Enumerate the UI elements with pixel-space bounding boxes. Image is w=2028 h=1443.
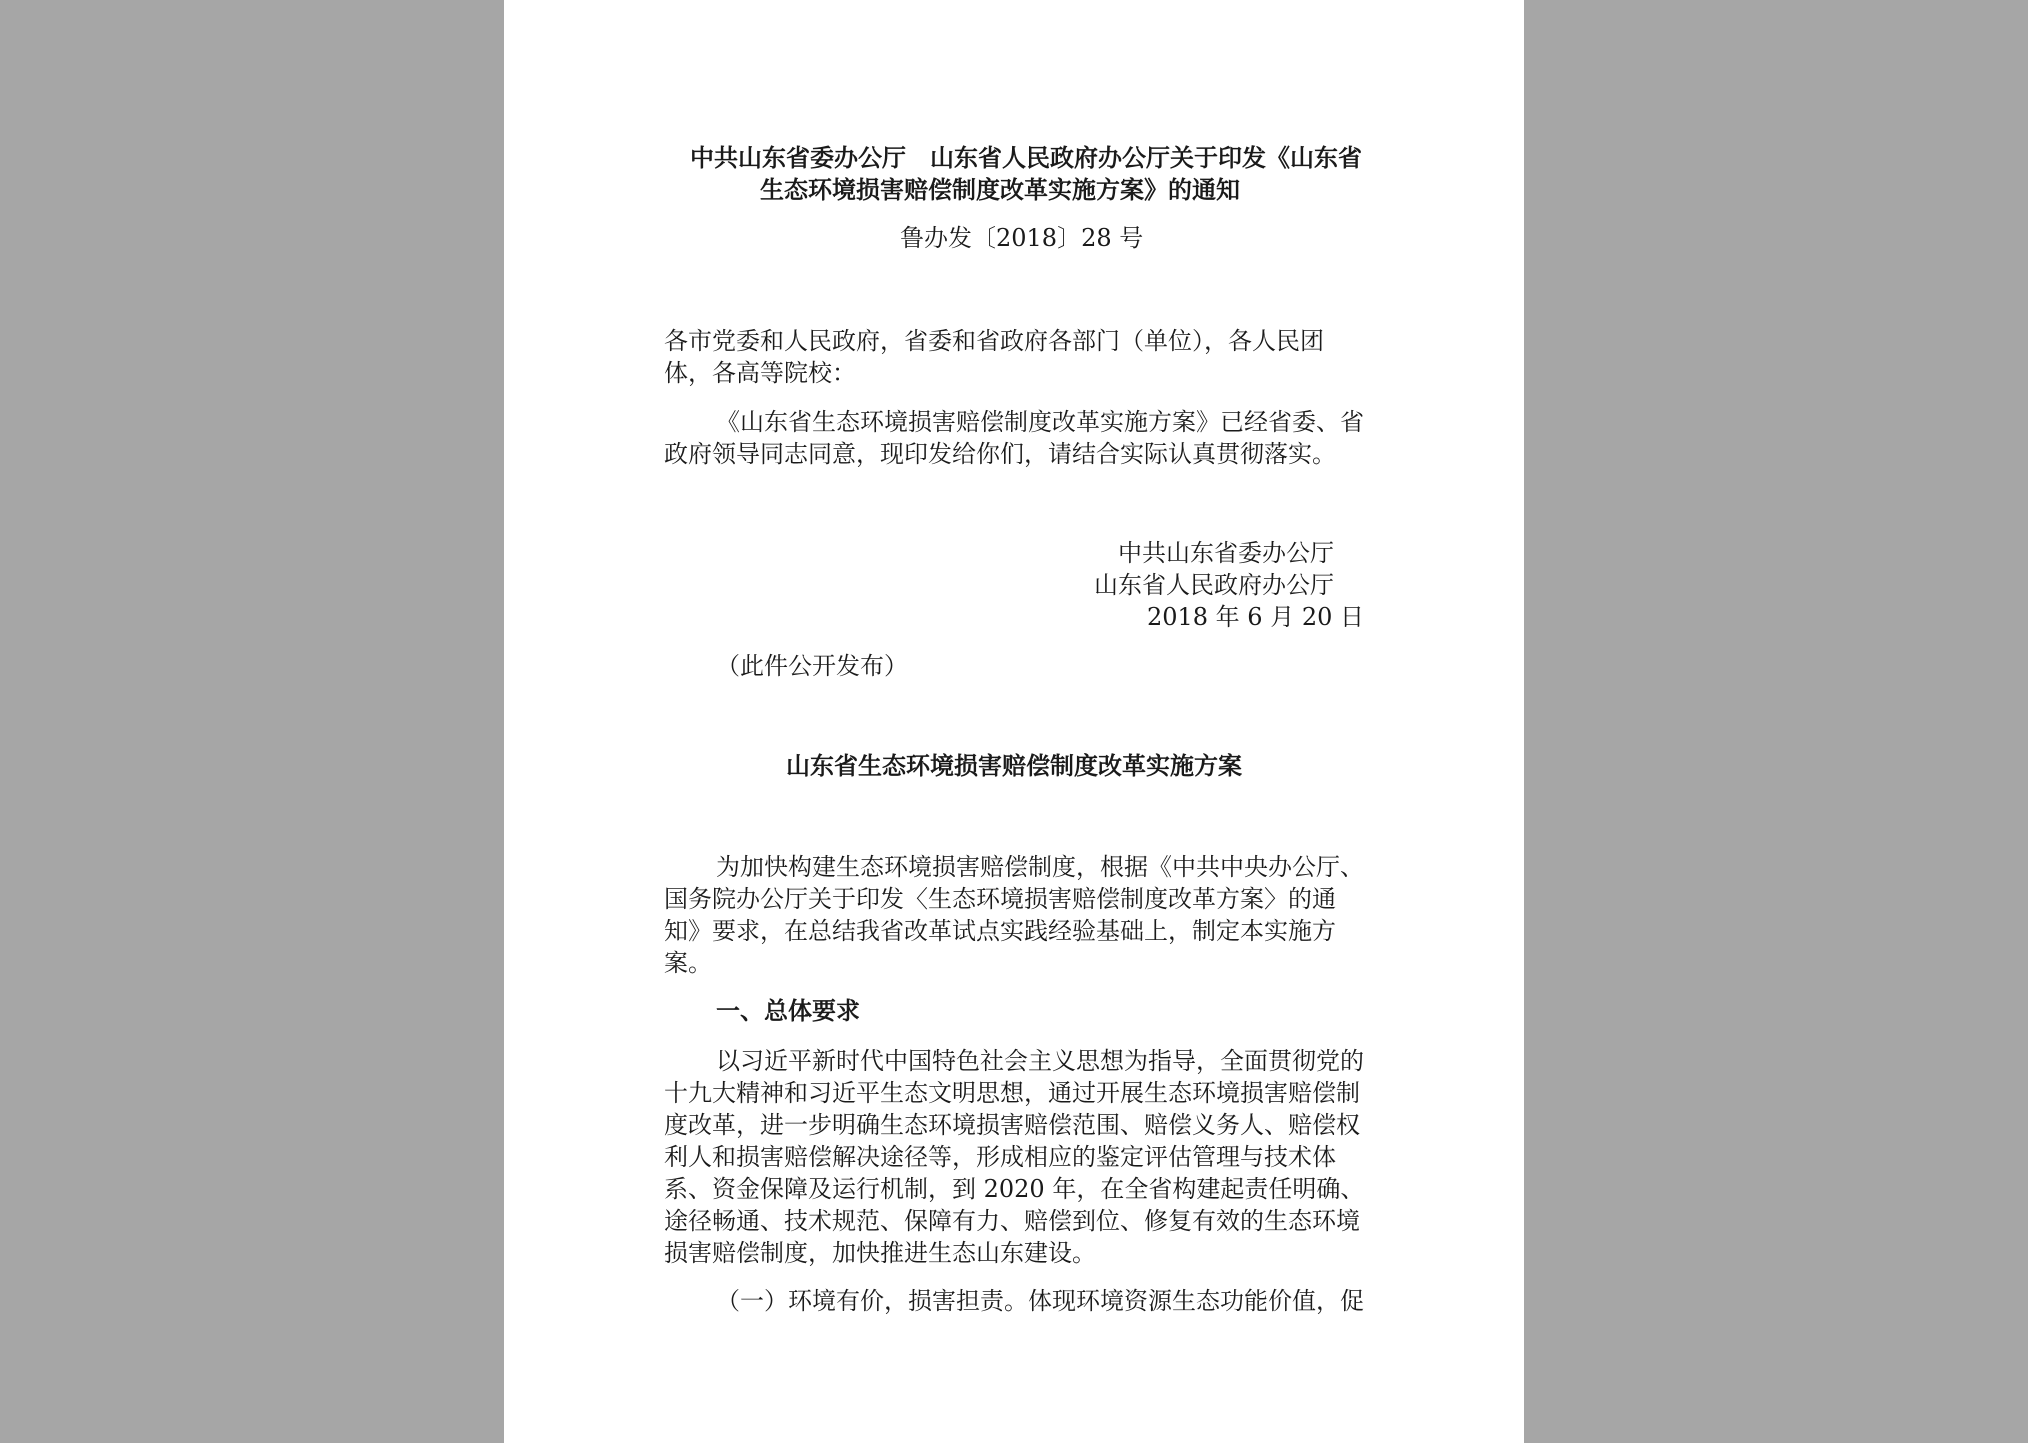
- intro-line-3: 知》要求，在总结我省改革试点实践经验基础上，制定本实施方: [664, 917, 1336, 945]
- document-number: 鲁办发〔2018〕28 号: [900, 224, 1144, 252]
- section-1-heading: 一、总体要求: [716, 996, 860, 1025]
- notice-title-line-2: 生态环境损害赔偿制度改革实施方案》的通知: [760, 175, 1240, 204]
- addressee-line-1: 各市党委和人民政府，省委和省政府各部门（单位），各人民团: [664, 327, 1324, 355]
- section-1-line-7: 损害赔偿制度，加快推进生态山东建设。: [664, 1239, 1096, 1267]
- section-1-line-2: 十九大精神和习近平生态文明思想，通过开展生态环境损害赔偿制: [664, 1079, 1360, 1107]
- notice-body-line-1: 《山东省生态环境损害赔偿制度改革实施方案》已经省委、省: [716, 408, 1364, 436]
- addressee-line-2: 体，各高等院校：: [664, 359, 856, 387]
- intro-line-4: 案。: [664, 949, 712, 977]
- section-1-line-3: 度改革，进一步明确生态环境损害赔偿范围、赔偿义务人、赔偿权: [664, 1111, 1360, 1139]
- publish-note: （此件公开发布）: [716, 652, 908, 680]
- signature-org-1: 中共山东省委办公厅: [1118, 539, 1334, 567]
- section-1-line-4: 利人和损害赔偿解决途径等，形成相应的鉴定评估管理与技术体: [664, 1143, 1336, 1171]
- section-1-line-1: 以习近平新时代中国特色社会主义思想为指导，全面贯彻党的: [716, 1047, 1364, 1075]
- notice-body-line-2: 政府领导同志同意，现印发给你们，请结合实际认真贯彻落实。: [664, 440, 1336, 468]
- section-1-line-5: 系、资金保障及运行机制，到 2020 年，在全省构建起责任明确、: [664, 1175, 1365, 1203]
- principle-1-line-1: （一）环境有价，损害担责。体现环境资源生态功能价值，促: [716, 1287, 1364, 1315]
- notice-title-line-1: 中共山东省委办公厅 山东省人民政府办公厅关于印发《山东省: [690, 143, 1362, 172]
- intro-line-1: 为加快构建生态环境损害赔偿制度，根据《中共中央办公厅、: [716, 853, 1364, 881]
- signature-date: 2018 年 6 月 20 日: [1146, 603, 1364, 631]
- plan-title: 山东省生态环境损害赔偿制度改革实施方案: [786, 751, 1242, 780]
- intro-line-2: 国务院办公厅关于印发〈生态环境损害赔偿制度改革方案〉的通: [664, 885, 1336, 913]
- signature-org-2: 山东省人民政府办公厅: [1094, 571, 1334, 599]
- section-1-line-6: 途径畅通、技术规范、保障有力、赔偿到位、修复有效的生态环境: [664, 1207, 1360, 1235]
- document-page: [504, 0, 1524, 1443]
